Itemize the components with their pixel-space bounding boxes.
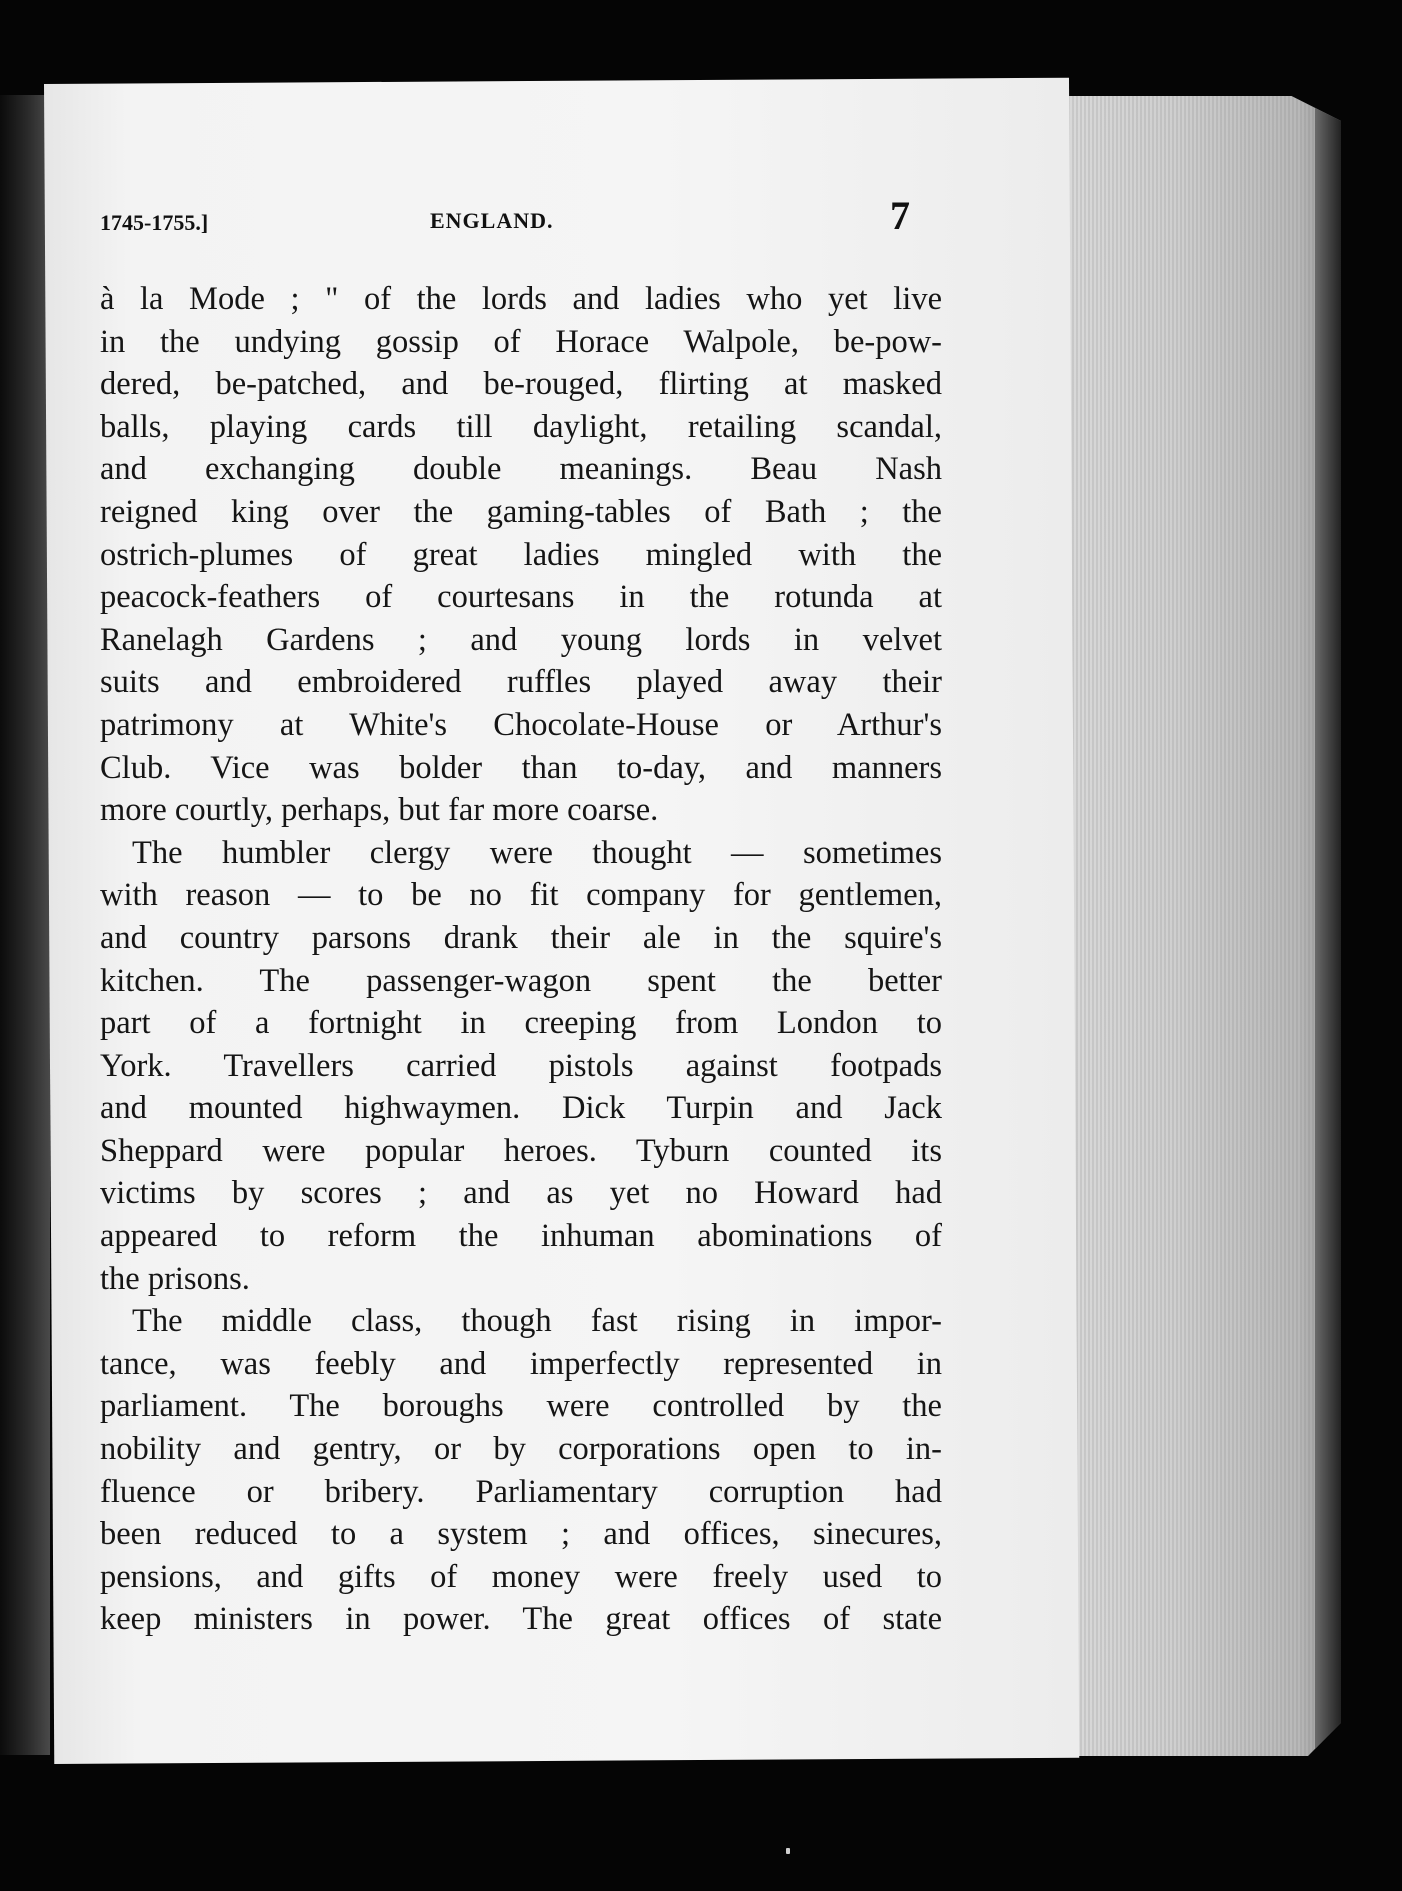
text-line: Ranelagh Gardens ; and young lords in velvet (100, 621, 942, 658)
text-line: and country parsons drank their ale in the squire's (100, 919, 942, 956)
text-line: Sheppard were popular heroes. Tyburn counted its (100, 1132, 942, 1169)
text-line: patrimony at White's Chocolate-House or Arthur's (100, 706, 942, 743)
page-edges-stack (1066, 96, 1341, 1756)
dust-speck (786, 1848, 790, 1854)
text-line: with reason — to be no fit company for gentlemen, (100, 877, 942, 914)
text-line: more courtly, perhaps, but far more coarse. (100, 792, 659, 829)
text-line: nobility and gentry, or by corporations open to in- (100, 1431, 942, 1468)
text-line: balls, playing cards till daylight, retailing scandal, (100, 408, 942, 445)
text-line: York. Travellers carried pistols against footpads (100, 1047, 942, 1084)
running-header (100, 193, 940, 238)
text-line: peacock-feathers of courtesans in the rotunda at (100, 579, 942, 616)
body-text (100, 278, 942, 1641)
text-line: and mounted highwaymen. Dick Turpin and Jack (100, 1090, 942, 1127)
text-line: part of a fortnight in creeping from London to (100, 1005, 942, 1042)
text-line: parliament. The boroughs were controlled by the (100, 1388, 942, 1425)
text-line: victims by scores ; and as yet no Howard had (100, 1175, 942, 1212)
text-line: suits and embroidered ruffles played away their (100, 664, 942, 701)
text-line: appeared to reform the inhuman abominations of (100, 1218, 942, 1255)
text-line: the prisons. (100, 1260, 250, 1297)
text-line: reigned king over the gaming-tables of Bath ; the (100, 493, 942, 530)
book-spine-shadow (0, 95, 50, 1755)
text-line: keep ministers in power. The great offices of state (100, 1601, 942, 1638)
text-line: Club. Vice was bolder than to-day, and manners (100, 749, 942, 786)
text-line: kitchen. The passenger-wagon spent the better (100, 962, 942, 999)
text-line: in the undying gossip of Horace Walpole, be-pow- (100, 323, 942, 360)
text-line: ostrich-plumes of great ladies mingled with the (100, 536, 942, 573)
text-line: pensions, and gifts of money were freely used to (100, 1558, 942, 1595)
text-line: been reduced to a system ; and offices, sinecures, (100, 1516, 942, 1553)
page-number: 7 (890, 193, 910, 238)
text-line: tance, was feebly and imperfectly represented in (100, 1345, 942, 1382)
paragraph-start-line: The middle class, though fast rising in impor- (132, 1303, 942, 1340)
text-line: dered, be-patched, and be-rouged, flirting at masked (100, 366, 942, 403)
text-line: and exchanging double meanings. Beau Nash (100, 451, 942, 488)
text-line: à la Mode ; " of the lords and ladies who yet live (100, 281, 942, 317)
paragraph-start-line: The humbler clergy were thought — sometimes (132, 834, 942, 871)
text-line: fluence or bribery. Parliamentary corruption had (100, 1473, 942, 1510)
chapter-title-header: ENGLAND. (430, 208, 554, 233)
date-range-header: 1745-1755.] (100, 210, 209, 235)
